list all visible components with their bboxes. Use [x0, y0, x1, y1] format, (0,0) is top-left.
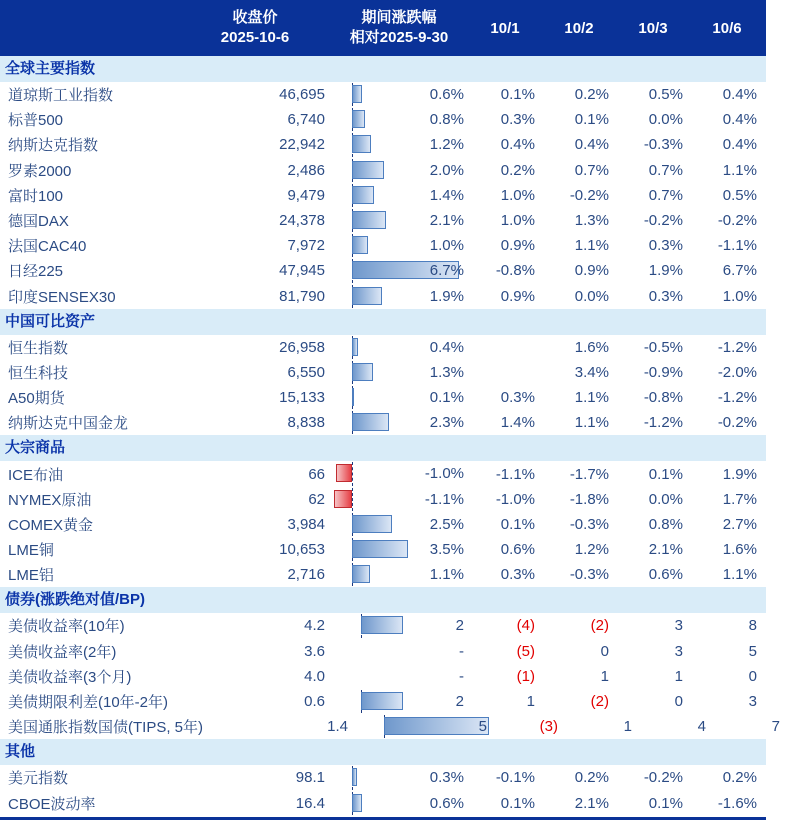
row-label: 美债收益率(10年) — [8, 618, 125, 636]
close-price-value: 0.6 — [304, 693, 325, 711]
change-bar-cell — [330, 233, 468, 258]
daily-change-value: -1.7% — [569, 465, 609, 483]
period-change-value: 2 — [455, 692, 464, 710]
change-bar-cell — [330, 613, 468, 638]
change-bar-cell — [330, 487, 468, 512]
daily-change-value: 1.3% — [574, 212, 609, 230]
change-bar-cell — [330, 208, 468, 233]
daily-change-value: 1 — [526, 693, 535, 711]
daily-change-value: -0.8% — [495, 262, 535, 280]
table-row — [0, 233, 766, 258]
data-bar — [352, 110, 365, 128]
daily-change-value: 0 — [674, 693, 683, 711]
row-label: 德国DAX — [8, 213, 69, 231]
daily-change-value: 1.9% — [722, 465, 757, 483]
change-bar-cell — [330, 562, 468, 587]
change-bar-cell — [330, 512, 468, 537]
close-price-value: 15,133 — [279, 389, 325, 407]
daily-change-value: -0.1% — [495, 769, 535, 787]
daily-change-value: 1.1% — [722, 161, 757, 179]
table-row — [0, 208, 766, 233]
row-label: LME铜 — [8, 542, 54, 560]
period-change-value: 0.6% — [429, 794, 464, 812]
change-bar-cell — [330, 360, 468, 385]
daily-change-value: 5 — [748, 642, 757, 660]
table-row — [0, 791, 766, 816]
period-change-value: 1.0% — [429, 237, 464, 255]
section-band-title: 大宗商品 — [0, 435, 766, 461]
change-bar-cell — [330, 664, 468, 689]
daily-change-value: -1.6% — [717, 794, 757, 812]
table-body — [0, 56, 781, 816]
daily-change-value: 0.1% — [648, 794, 683, 812]
change-bar-cell — [330, 791, 468, 816]
close-price-value: 7,972 — [287, 237, 325, 255]
data-bar — [352, 768, 357, 786]
data-bar — [334, 490, 352, 508]
daily-change-value: 0.2% — [722, 769, 757, 787]
period-change-value: 1.2% — [429, 136, 464, 154]
row-label: ICE布油 — [8, 466, 64, 484]
daily-change-value: 0.3% — [648, 287, 683, 305]
close-price-value: 62 — [308, 490, 325, 508]
period-change-value: 2 — [455, 617, 464, 635]
data-bar — [352, 186, 374, 204]
daily-change-value: -0.8% — [643, 389, 683, 407]
bar-axis-line — [352, 462, 353, 485]
row-label: 日经225 — [8, 263, 64, 281]
daily-change-value: 1.6% — [574, 338, 609, 356]
table-row — [0, 82, 766, 107]
change-bar-cell — [330, 82, 468, 107]
close-price-value: 46,695 — [279, 86, 325, 104]
close-price-value: 6,550 — [287, 363, 325, 381]
daily-change-value: -1.0% — [495, 490, 535, 508]
daily-change-value: 3 — [748, 693, 757, 711]
period-change-value: 0.4% — [429, 338, 464, 356]
close-price-value: 16.4 — [295, 794, 325, 812]
daily-change-value: 3 — [674, 642, 683, 660]
daily-change-value: 0.3% — [500, 566, 535, 584]
table-row — [0, 487, 766, 512]
row-label: 纳斯达克指数 — [8, 137, 99, 155]
period-change-value: 1.4% — [429, 186, 464, 204]
daily-change-value: -0.2% — [643, 769, 683, 787]
data-bar — [352, 413, 389, 431]
section-band-title: 中国可比资产 — [0, 309, 766, 335]
daily-change-value: 0.1% — [574, 111, 609, 129]
row-label: 美元指数 — [8, 770, 69, 788]
change-bar-cell — [330, 284, 468, 309]
period-change-value: 2.3% — [429, 414, 464, 432]
daily-change-value: -2.0% — [717, 363, 757, 381]
table-row — [0, 385, 766, 410]
row-label: 恒生指数 — [8, 339, 69, 357]
section-band-title: 其他 — [0, 739, 766, 765]
close-price-value: 3,984 — [287, 515, 325, 533]
period-change-value: 5 — [478, 718, 488, 736]
daily-change-value: 0.4% — [722, 136, 757, 154]
daily-change-value: (5) — [516, 642, 535, 660]
period-change-value: 1.1% — [429, 566, 464, 584]
change-bar-cell — [330, 639, 468, 664]
table-row — [0, 258, 766, 283]
table-row — [0, 714, 781, 739]
close-price-value: 2,716 — [287, 566, 325, 584]
daily-change-value: -1.2% — [717, 338, 757, 356]
period-change-value: 1.9% — [429, 287, 464, 305]
daily-change-value: 3 — [674, 617, 683, 635]
daily-change-value: 1.1% — [574, 414, 609, 432]
row-label: 恒生科技 — [8, 364, 69, 382]
daily-change-value: 0.7% — [648, 186, 683, 204]
daily-change-value: 2.7% — [722, 515, 757, 533]
change-bar-cell — [353, 714, 491, 739]
daily-change-value: 1 — [600, 667, 609, 685]
header-date-col-2: 10/2 — [564, 19, 594, 37]
close-price-value: 8,838 — [287, 414, 325, 432]
daily-change-value: 0.4% — [722, 111, 757, 129]
daily-change-value: 0.6% — [648, 566, 683, 584]
period-change-value: - — [459, 667, 464, 685]
row-label: 印度SENSEX30 — [8, 288, 116, 306]
header-period-change-label: 期间涨跌幅 — [361, 8, 437, 26]
row-label: 美国通胀指数国债(TIPS, 5年) — [8, 719, 204, 737]
data-bar — [352, 338, 358, 356]
header-period-change-base: 相对2025-9-30 — [349, 29, 449, 46]
daily-change-value: 2.1% — [574, 794, 609, 812]
table-row — [0, 360, 766, 385]
table-row — [0, 183, 766, 208]
close-price-value: 4.2 — [304, 617, 325, 635]
daily-change-value: -0.3% — [569, 515, 609, 533]
daily-change-value: 0.7% — [574, 161, 609, 179]
daily-change-value: (3) — [539, 718, 559, 736]
period-change-value: -1.1% — [424, 490, 464, 508]
daily-change-value: 0.3% — [648, 237, 683, 255]
change-bar-cell — [330, 335, 468, 360]
row-label: 美债期限利差(10年-2年) — [8, 694, 169, 712]
table-row — [0, 613, 766, 638]
period-change-value: -1.0% — [424, 465, 464, 483]
daily-change-value: 0.0% — [648, 490, 683, 508]
daily-change-value: 0.4% — [574, 136, 609, 154]
daily-change-value: 7 — [771, 718, 781, 736]
row-label: 富时100 — [8, 187, 64, 205]
daily-change-value: 0.6% — [500, 541, 535, 559]
section-band-title: 债券(涨跌绝对值/BP) — [0, 587, 766, 613]
header-close-price-label: 收盘价 — [232, 8, 278, 26]
data-bar — [352, 515, 392, 533]
bottom-border-line — [0, 817, 766, 820]
row-label: 罗素2000 — [8, 162, 72, 180]
daily-change-value: 0.5% — [722, 186, 757, 204]
data-bar — [352, 565, 370, 583]
daily-change-value: 0.4% — [500, 136, 535, 154]
daily-change-value: -0.9% — [643, 363, 683, 381]
daily-change-value: -1.1% — [495, 465, 535, 483]
change-bar-cell — [330, 689, 468, 714]
daily-change-value: 0.0% — [574, 287, 609, 305]
daily-change-value: 4 — [697, 718, 707, 736]
daily-change-value: -1.8% — [569, 490, 609, 508]
period-change-value: 2.0% — [429, 161, 464, 179]
change-bar-cell — [330, 107, 468, 132]
row-label: 纳斯达克中国金龙 — [8, 415, 129, 433]
close-price-value: 6,740 — [287, 111, 325, 129]
row-label: LME铝 — [8, 567, 54, 585]
row-label: NYMEX原油 — [8, 491, 92, 509]
period-change-value: 2.5% — [429, 515, 464, 533]
daily-change-value: (2) — [590, 693, 609, 711]
row-label: 标普500 — [8, 112, 64, 130]
daily-change-value: 1.9% — [648, 262, 683, 280]
table-row — [0, 664, 766, 689]
header-close-price — [180, 8, 330, 49]
data-bar — [352, 388, 354, 406]
daily-change-value: 8 — [748, 617, 757, 635]
period-change-value: 1.3% — [429, 363, 464, 381]
close-price-value: 2,486 — [287, 161, 325, 179]
data-bar — [352, 236, 368, 254]
daily-change-value: 1.6% — [722, 541, 757, 559]
close-price-value: 66 — [308, 465, 325, 483]
daily-change-value: -1.1% — [717, 237, 757, 255]
period-change-value: - — [459, 642, 464, 660]
close-price-value: 81,790 — [279, 287, 325, 305]
daily-change-value: -0.2% — [717, 414, 757, 432]
data-bar — [352, 363, 373, 381]
data-bar — [352, 540, 408, 558]
data-bar — [352, 161, 384, 179]
table-row — [0, 512, 766, 537]
header-period-change — [330, 8, 468, 49]
daily-change-value: -0.3% — [569, 566, 609, 584]
daily-change-value: 0.8% — [648, 515, 683, 533]
daily-change-value: 1.4% — [500, 414, 535, 432]
daily-change-value: -0.5% — [643, 338, 683, 356]
table-row — [0, 689, 766, 714]
daily-change-value: 0 — [748, 667, 757, 685]
change-bar-cell — [330, 258, 468, 283]
table-row — [0, 639, 766, 664]
daily-change-value: 1.0% — [722, 287, 757, 305]
period-change-value: 3.5% — [429, 541, 464, 558]
change-bar-cell — [330, 132, 468, 157]
change-bar-cell — [330, 183, 468, 208]
daily-change-value: 1.0% — [500, 212, 535, 230]
daily-change-value: 1.1% — [722, 566, 757, 584]
table-row — [0, 158, 766, 183]
period-change-value: 0.3% — [429, 769, 464, 787]
period-change-value: 0.8% — [429, 111, 464, 129]
table-row — [0, 562, 766, 587]
daily-change-value: -0.2% — [717, 212, 757, 230]
period-change-value: 0.6% — [429, 86, 464, 103]
period-change-value: 2.1% — [429, 211, 464, 229]
close-price-value: 3.6 — [304, 642, 325, 660]
daily-change-value: 0 — [600, 642, 609, 660]
table-header-row — [0, 0, 766, 56]
close-price-value: 98.1 — [295, 769, 325, 787]
close-price-value: 24,378 — [279, 212, 325, 230]
table-row — [0, 107, 766, 132]
daily-change-value: 0.3% — [500, 389, 535, 407]
header-date-col-1: 10/1 — [490, 19, 520, 37]
table-row — [0, 284, 766, 309]
daily-change-value: 1.1% — [574, 389, 609, 407]
daily-change-value: 0.2% — [574, 86, 609, 104]
daily-change-value: -0.2% — [643, 212, 683, 230]
close-price-value: 9,479 — [287, 186, 325, 204]
bar-axis-line — [352, 488, 353, 511]
header-close-price-date: 2025-10-6 — [220, 29, 290, 46]
row-label: A50期货 — [8, 390, 65, 408]
daily-change-value: 0.1% — [500, 515, 535, 533]
daily-change-value: 1 — [623, 718, 633, 736]
change-bar-cell — [330, 765, 468, 790]
section-band-title: 全球主要指数 — [0, 56, 766, 82]
row-label: 道琼斯工业指数 — [8, 87, 114, 105]
header-date-col-4: 10/6 — [712, 19, 742, 37]
period-change-value: 6.7% — [429, 262, 464, 280]
daily-change-value: 0.5% — [648, 86, 683, 104]
daily-change-value: -0.2% — [569, 186, 609, 204]
daily-change-value: 6.7% — [722, 262, 757, 280]
data-bar — [352, 287, 382, 305]
daily-change-value: 0.4% — [722, 86, 757, 104]
data-bar — [336, 464, 352, 482]
close-price-value: 26,958 — [279, 338, 325, 356]
daily-change-value: 1 — [674, 667, 683, 685]
data-bar — [352, 794, 362, 812]
daily-change-value: (2) — [590, 617, 609, 635]
daily-change-value: 0.9% — [500, 237, 535, 255]
data-bar — [352, 211, 386, 229]
daily-change-value: 1.7% — [722, 490, 757, 508]
daily-change-value: 0.2% — [574, 769, 609, 787]
daily-change-value: 0.1% — [648, 465, 683, 483]
daily-change-value: -0.3% — [643, 136, 683, 154]
table-row — [0, 765, 766, 790]
row-label: 美债收益率(3个月) — [8, 668, 132, 686]
daily-change-value: 0.1% — [500, 86, 535, 104]
table-row — [0, 461, 766, 486]
daily-change-value: 1.0% — [500, 186, 535, 204]
change-bar-cell — [330, 385, 468, 410]
change-bar-cell — [330, 410, 468, 435]
daily-change-value: 0.7% — [648, 161, 683, 179]
table-row — [0, 537, 766, 562]
daily-change-value: 3.4% — [574, 363, 609, 381]
daily-change-value: 0.9% — [574, 262, 609, 280]
row-label: 法国CAC40 — [8, 238, 87, 256]
row-label: CBOE波动率 — [8, 795, 96, 813]
daily-change-value: -1.2% — [717, 389, 757, 407]
change-bar-cell — [330, 461, 468, 486]
change-bar-cell — [330, 537, 468, 562]
close-price-value: 22,942 — [279, 136, 325, 154]
data-bar — [352, 135, 371, 153]
close-price-value: 47,945 — [279, 262, 325, 280]
daily-change-value: -1.2% — [643, 414, 683, 432]
period-change-value: 0.1% — [429, 389, 464, 407]
daily-change-value: 1.1% — [574, 237, 609, 255]
daily-change-value: 0.2% — [500, 161, 535, 179]
daily-change-value: 1.2% — [574, 541, 609, 559]
daily-change-value: 2.1% — [648, 541, 683, 559]
header-date-col-3: 10/3 — [638, 19, 668, 37]
row-label: 美债收益率(2年) — [8, 643, 117, 661]
table-row — [0, 132, 766, 157]
daily-change-value: (1) — [516, 667, 535, 685]
daily-change-value: (4) — [516, 617, 535, 635]
daily-change-value: 0.0% — [648, 111, 683, 129]
close-price-value: 4.0 — [304, 667, 325, 685]
table-row — [0, 410, 766, 435]
close-price-value: 10,653 — [279, 541, 325, 559]
close-price-value: 1.4 — [327, 718, 349, 736]
data-bar — [361, 692, 403, 710]
daily-change-value: 0.9% — [500, 287, 535, 305]
daily-change-value: 0.3% — [500, 111, 535, 129]
data-bar — [384, 717, 489, 735]
table-row — [0, 335, 766, 360]
daily-change-value: 0.1% — [500, 794, 535, 812]
change-bar-cell — [330, 158, 468, 183]
data-bar — [361, 616, 403, 634]
row-label: COMEX黄金 — [8, 516, 94, 534]
data-bar — [352, 85, 362, 103]
